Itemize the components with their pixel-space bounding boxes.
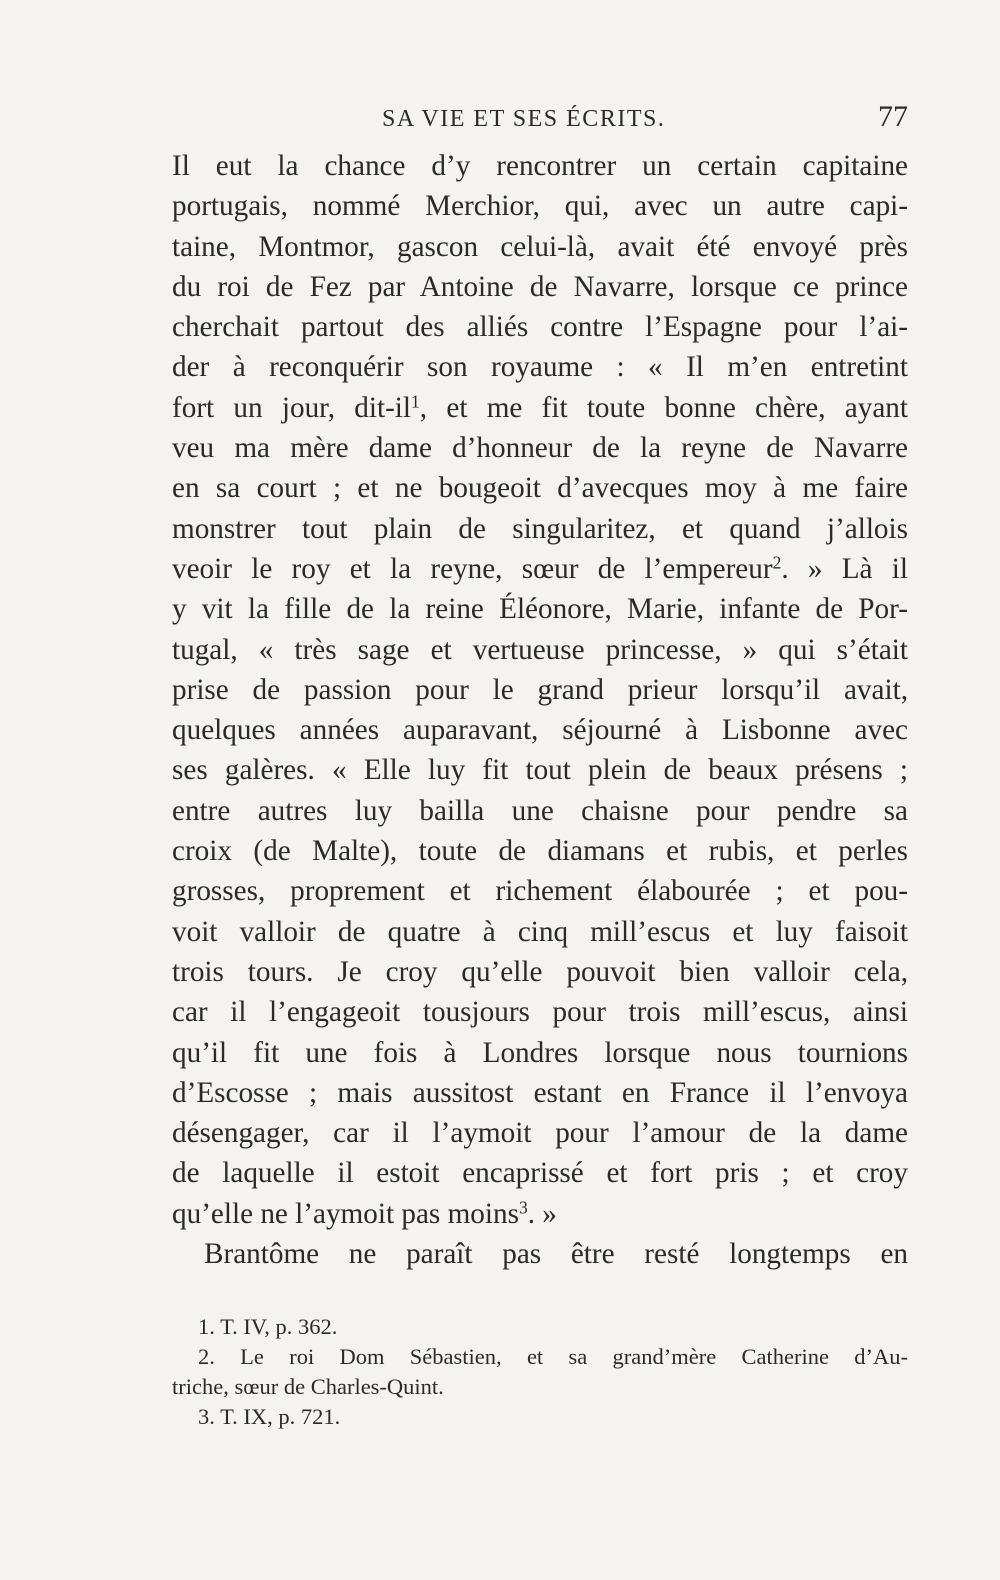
text-segment: qu’elle ne l’aymoit pas moins <box>172 1197 519 1230</box>
text-line: veu ma mère dame d’honneur de la reyne de Navarre <box>172 432 908 465</box>
footnote: 1. T. IV, p. 362. <box>198 1314 338 1339</box>
text-segment: veoir le roy et la reyne, sœur de l’empereur <box>172 552 773 585</box>
footnote-ref: 2 <box>772 552 782 573</box>
text-line: monstrer tout plain de singularitez, et quand j’allois <box>172 512 908 545</box>
page-header <box>172 100 908 144</box>
text-line: voit valloir de quatre à cinq mill’escus et luy faisoit <box>172 915 908 948</box>
text-line: tugal, « très sage et vertueuse princesse, » qui s’était <box>172 633 908 666</box>
text-line: ses galères. « Elle luy fit tout plein de beaux présens ; <box>172 754 908 787</box>
text-line: cherchait partout des alliés contre l’Espagne pour l’ai- <box>172 311 908 344</box>
text-segment: , et me fit toute bonne chère, ayant <box>419 391 908 424</box>
text-line: entre autres luy bailla une chaisne pour pendre sa <box>172 794 908 827</box>
text-line: Brantôme ne paraît pas être resté longtemps en <box>204 1238 908 1271</box>
text-segment: fort un jour, dit-il <box>172 391 412 424</box>
text-line: trois tours. Je croy qu’elle pouvoit bien valloir cela, <box>172 955 908 988</box>
text-line: Il eut la chance d’y rencontrer un certain capitaine <box>172 150 908 182</box>
footnotes <box>172 1312 908 1432</box>
footnote: 3. T. IX, p. 721. <box>198 1404 341 1429</box>
text-line <box>172 1194 908 1234</box>
footnote-ref: 1 <box>411 391 420 412</box>
footnote-ref: 3 <box>518 1197 528 1218</box>
text-line <box>172 549 908 589</box>
text-line: quelques années auparavant, séjourné à Lisbonne avec <box>172 714 908 747</box>
text-line: d’Escosse ; mais aussitost estant en France il l’envoya <box>172 1076 908 1109</box>
page-number: 77 <box>878 100 908 133</box>
text-line: croix (de Malte), toute de diamans et rubis, et perles <box>172 835 908 868</box>
text-line: désengager, car il l’aymoit pour l’amour de la dame <box>172 1117 908 1150</box>
text-line: der à reconquérir son royaume : « Il m’en entretint <box>172 351 908 384</box>
text-line: en sa court ; et ne bougeoit d’avecques moy à me faire <box>172 472 908 505</box>
footnote: 2. Le roi Dom Sébastien, et sa grand’mère Catherine d’Au- <box>198 1344 908 1369</box>
text-line: taine, Montmor, gascon celui-là, avait été envoyé près <box>172 230 908 263</box>
text-line: portugais, nommé Merchior, qui, avec un autre capi- <box>172 190 908 223</box>
text-line: qu’il fit une fois à Londres lorsque nous tournions <box>172 1036 908 1069</box>
text-line: grosses, proprement et richement élabourée ; et pou- <box>172 875 908 908</box>
text-line: du roi de Fez par Antoine de Navarre, lorsque ce prince <box>172 270 908 303</box>
running-title: SA VIE ET SES ÉCRITS. <box>382 106 666 132</box>
main-text <box>172 146 908 1274</box>
text-line: de laquelle il estoit encaprissé et fort pris ; et croy <box>172 1157 908 1190</box>
text-line: prise de passion pour le grand prieur lorsqu’il avait, <box>172 673 908 706</box>
text-line <box>172 388 908 428</box>
footnote: triche, sœur de Charles-Quint. <box>172 1374 444 1399</box>
text-segment: . » <box>527 1197 557 1230</box>
text-line: car il l’engageoit tousjours pour trois mill’escus, ainsi <box>172 996 908 1029</box>
text-segment: . » Là il <box>781 552 908 585</box>
text-line: y vit la fille de la reine Éléonore, Marie, infante de Por- <box>172 593 908 626</box>
